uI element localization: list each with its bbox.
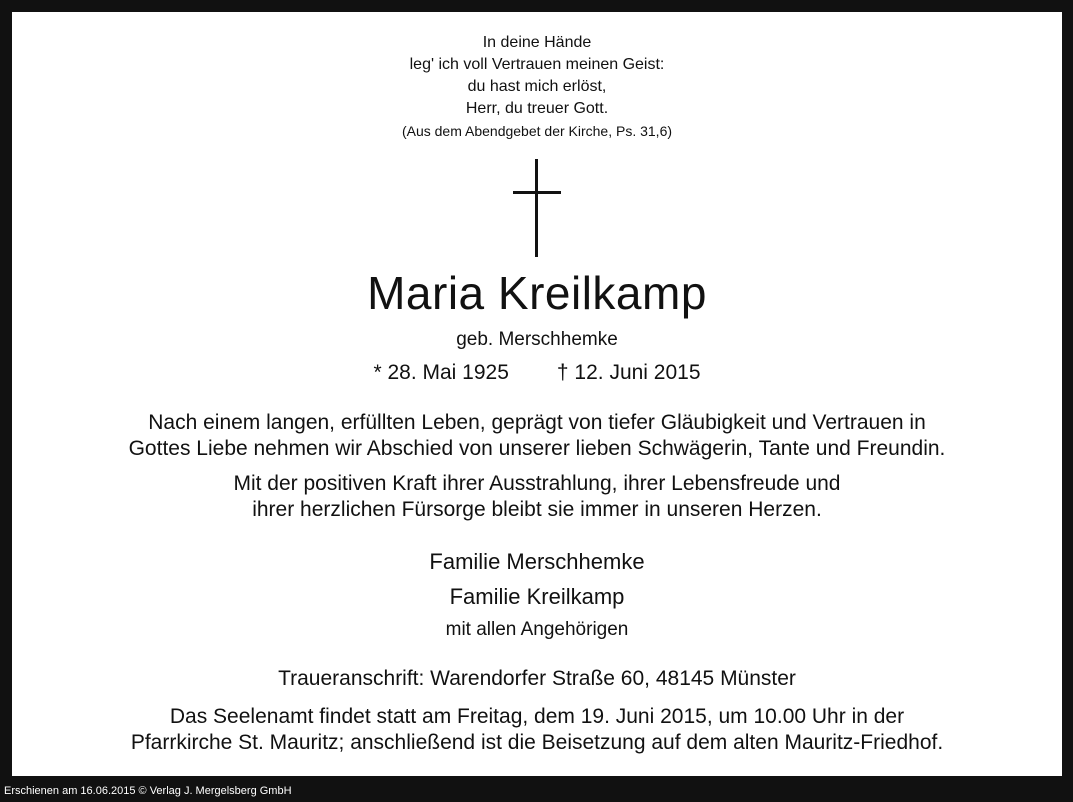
message-line-4: ihrer herzlichen Fürsorge bleibt sie immer in unseren Herzen.: [252, 498, 822, 521]
deceased-name: Maria Kreilkamp: [367, 267, 707, 319]
service-line-1: Das Seelenamt findet statt am Freitag, dem 19. Juni 2015, um 10.00 Uhr in der: [169, 705, 905, 728]
verse-line-1: In deine Hände: [482, 34, 592, 51]
birth-name: geb. Merschhemke: [456, 329, 618, 350]
verse-reference: (Aus dem Abendgebet der Kirche, Ps. 31,6): [401, 123, 673, 139]
publication-footer: Erschienen am 16.06.2015 © Verlag J. Mergelsberg GmbH: [4, 785, 292, 797]
verse-line-3: du hast mich erlöst,: [467, 78, 607, 95]
message-line-1: Nach einem langen, erfüllten Leben, geprägt von tiefer Gläubigkeit und Vertrauen in: [148, 411, 926, 434]
mourning-address: Traueranschrift: Warendorfer Straße 60, 48145 Münster: [278, 667, 796, 690]
death-date: † 12. Juni 2015: [556, 361, 701, 384]
life-dates: [12, 361, 1062, 385]
birth-date: * 28. Mai 1925: [373, 361, 509, 384]
message-line-2: Gottes Liebe nehmen wir Abschied von unserer lieben Schwägerin, Tante und Freundin.: [128, 437, 946, 460]
message-line-3: Mit der positiven Kraft ihrer Ausstrahlung, ihrer Lebensfreude und: [233, 472, 841, 495]
service-line-2: Pfarrkirche St. Mauritz; anschließend ist die Beisetzung auf dem alten Mauritz-Friedhof.: [130, 731, 944, 754]
verse-line-2: leg' ich voll Vertrauen meinen Geist:: [409, 56, 665, 73]
cross-icon: [513, 159, 561, 257]
family-kreilkamp: Familie Kreilkamp: [449, 584, 625, 609]
obituary-card: [12, 12, 1062, 776]
verse-line-4: Herr, du treuer Gott.: [465, 100, 609, 117]
relatives-line: mit allen Angehörigen: [445, 619, 629, 640]
family-merschhemke: Familie Merschhemke: [429, 549, 645, 574]
